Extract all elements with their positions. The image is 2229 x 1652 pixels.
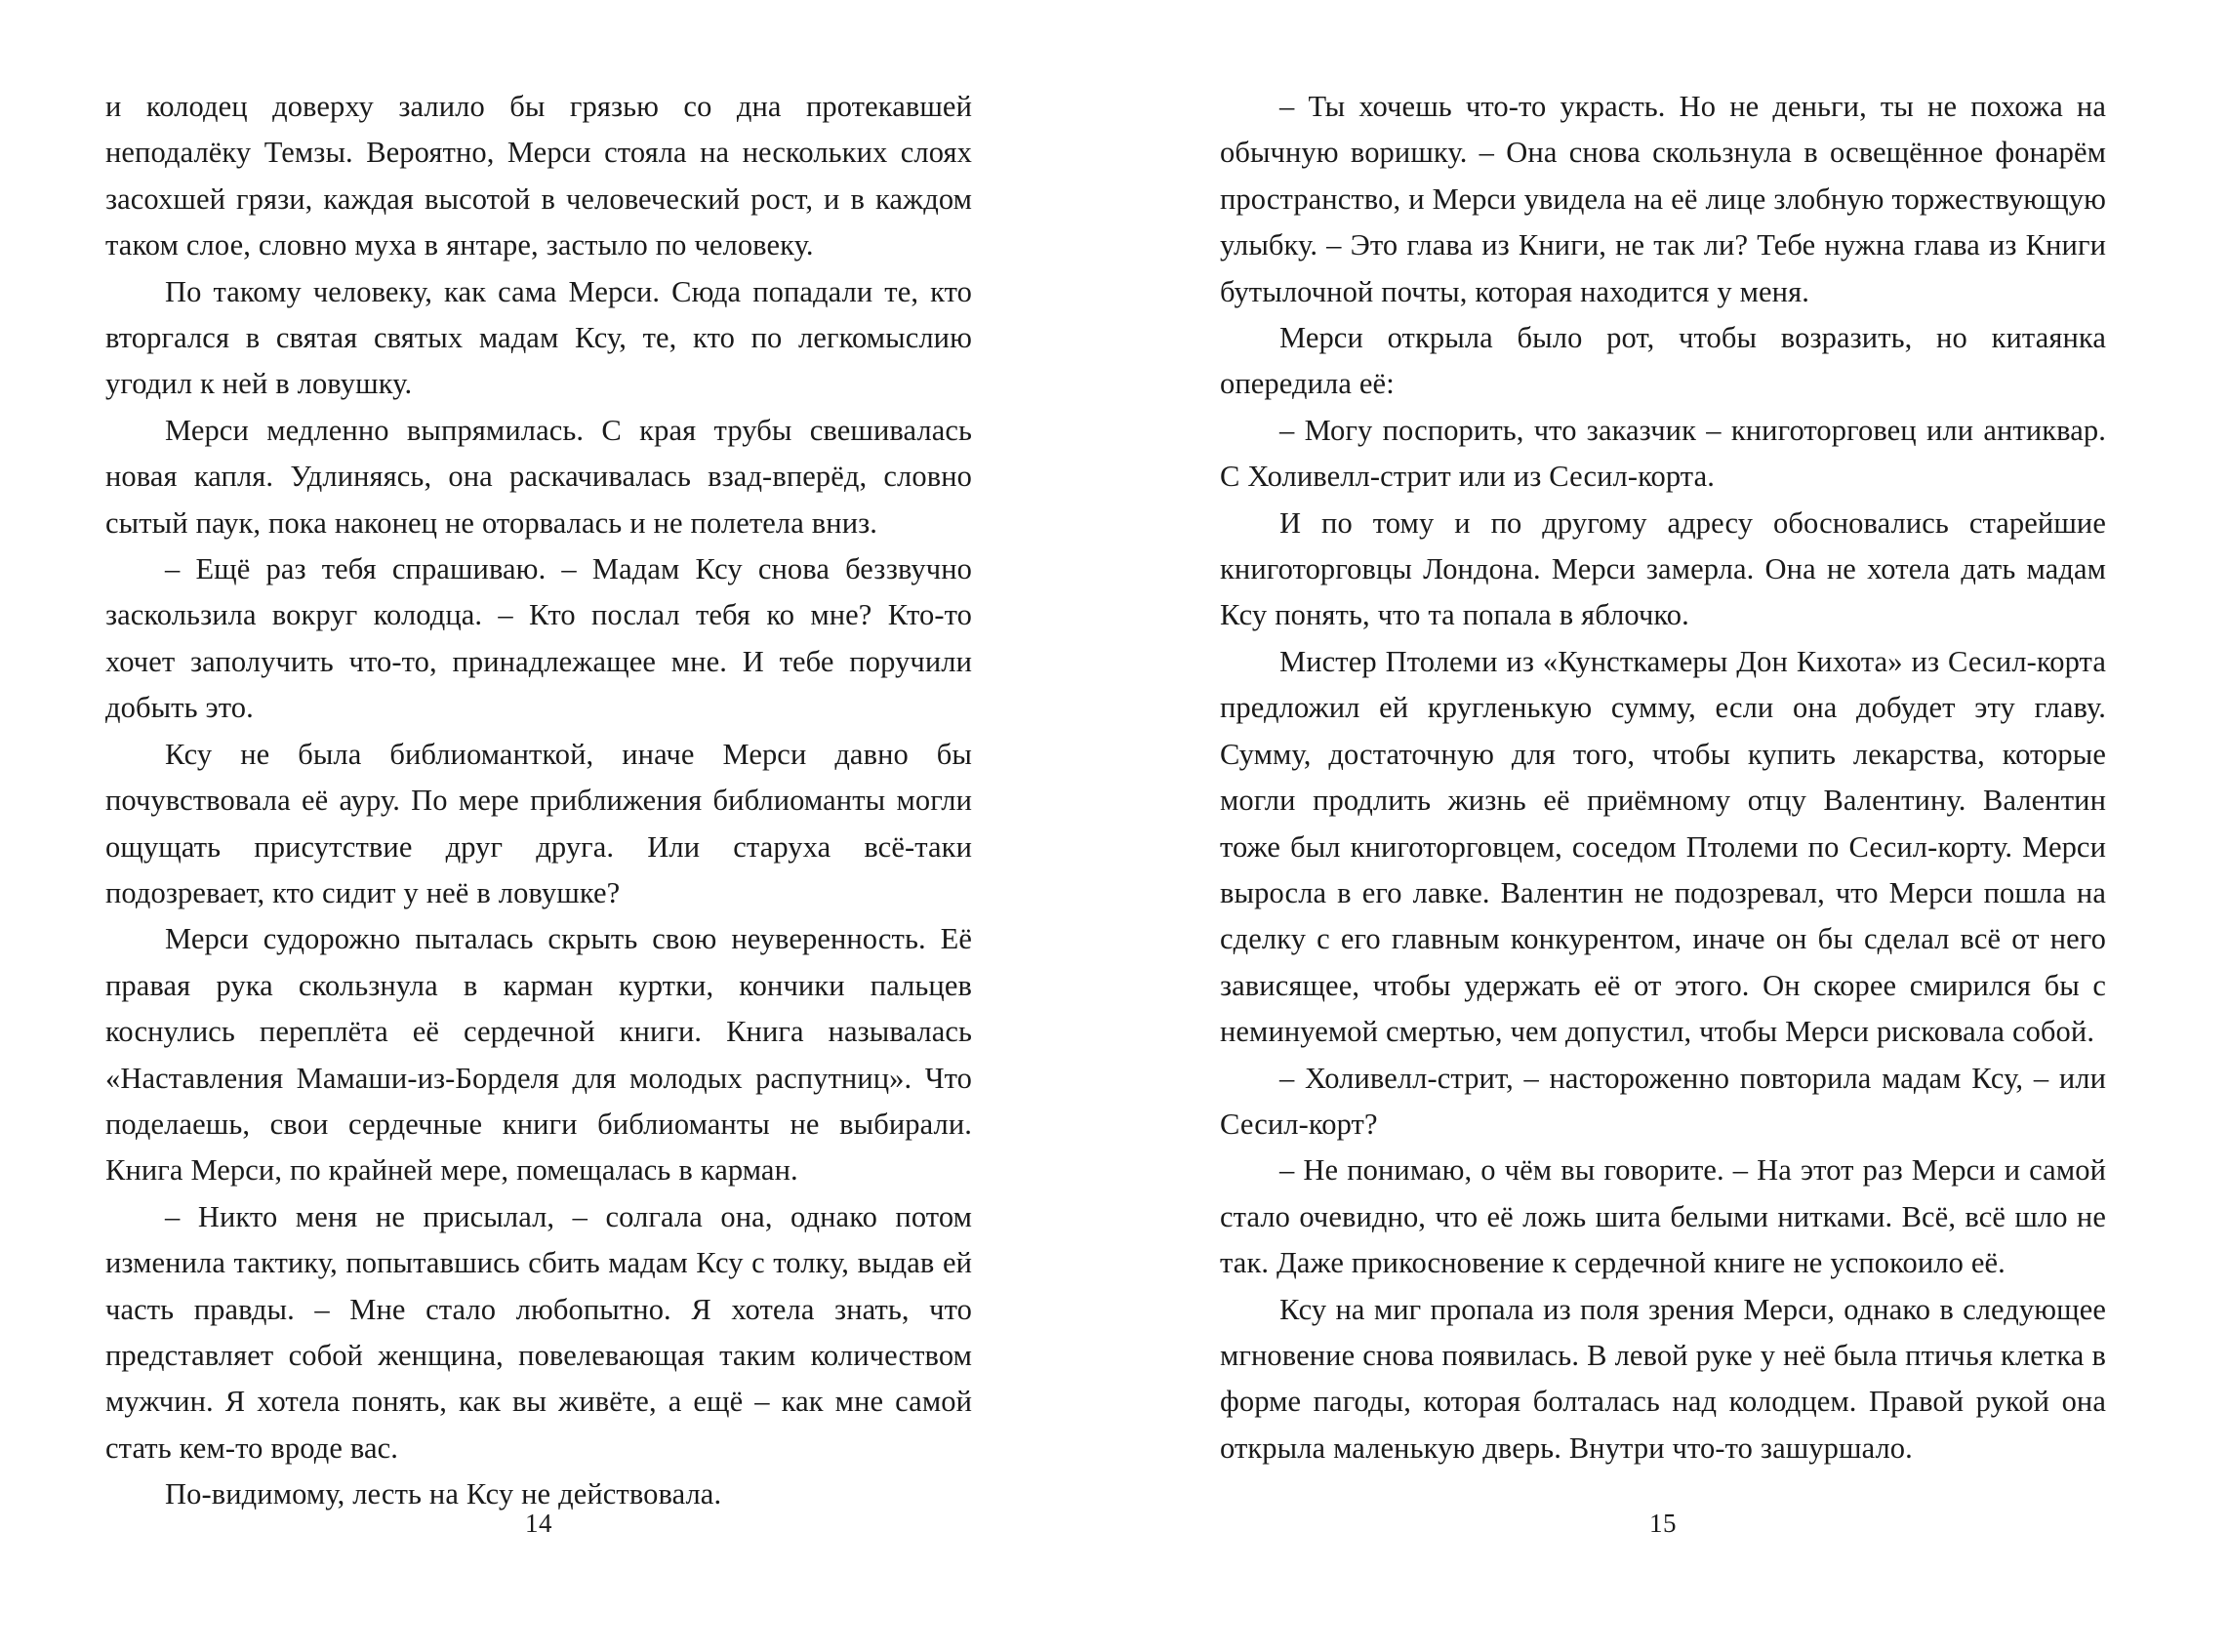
paragraph: – Холивелл-стрит, – настороженно повторила мадам Ксу, – или Сесил-корт? xyxy=(1220,1061,2106,1141)
paragraph: – Никто меня не присылал, – солгала она, однако потом изменила тактику, попытавшись сбить мадам Ксу с толку, выдав ей часть правды. – Мне стало любопытно. Я хотела знать, что представляет собой женщина, повелевающая таким количеством мужчин. Я хотела понять, как вы живёте, а ещё – как мне самой стать кем-то вроде вас. xyxy=(105,1199,972,1465)
paragraph: По-видимому, лесть на Ксу не действовала. xyxy=(165,1477,722,1511)
paragraph: По такому человеку, как сама Мерси. Сюда попадали те, кто вторгался в святая святых мадам Ксу, те, кто по легкомыслию угодил к ней в ловушку. xyxy=(105,274,972,401)
paragraph: – Ещё раз тебя спрашиваю. – Мадам Ксу снова беззвучно заскользила вокруг колодца. – Кто послал тебя ко мне? Кто-то хочет заполучить что-то, принадлежащее мне. И тебе поручили добыть это. xyxy=(105,552,972,725)
paragraph: – Могу поспорить, что заказчик – книготорговец или антиквар. С Холивелл-стрит или из Сесил-корта. xyxy=(1220,413,2106,494)
page-right-textblock xyxy=(1220,84,2106,1471)
paragraph: – Ты хочешь что-то украсть. Но не деньги, ты не похожа на обычную воришку. – Она снова скользнула в освещённое фонарём пространство, и Мерси увидела на её лице злобную торжествующую улыбку. – Это глава из Книги, не так ли? Тебе нужна глава из Книги бутылочной почты, которая находится у меня. xyxy=(1220,90,2106,308)
paragraph: Мерси медленно выпрямилась. С края трубы свешивалась новая капля. Удлиняясь, она раскачивалась взад-вперёд, словно сытый паук, пока наконец не оторвалась и не полетела вниз. xyxy=(105,413,972,540)
page-number-right: 15 xyxy=(1649,1509,1677,1538)
paragraph: И по тому и по другому адресу обосновались старейшие книготорговцы Лондона. Мерси замерла. Она не хотела дать мадам Ксу понять, что та попала в яблочко. xyxy=(1220,505,2106,632)
page-left xyxy=(0,0,1114,1652)
page-number-left: 14 xyxy=(525,1509,552,1538)
paragraph: Ксу на миг пропала из поля зрения Мерси, однако в следующее мгновение снова появилась. В левой руке у неё была птичья клетка в форме пагоды, которая болталась над колодцем. Правой рукой она открыла маленькую дверь. Внутри что-то зашуршало. xyxy=(1220,1292,2106,1465)
paragraph: и колодец доверху залило бы грязью со дна протекавшей неподалёку Темзы. Вероятно, Мерси стояла на нескольких слоях засохшей грязи, каждая высотой в человеческий рост, и в каждом таком слое, словно муха в янтаре, застыло по человеку. xyxy=(105,90,972,262)
page-left-textblock xyxy=(105,84,972,1518)
paragraph: Ксу не была библиоманткой, иначе Мерси давно бы почувствовала её ауру. По мере приближения библиоманты могли ощущать присутствие друг друга. Или старуха всё-таки подозревает, кто сидит у неё в ловушке? xyxy=(105,737,972,909)
page-right xyxy=(1114,0,2229,1652)
paragraph: – Не понимаю, о чём вы говорите. – На этот раз Мерси и самой стало очевидно, что её ложь шита белыми нитками. Всё, всё шло не так. Даже прикосновение к сердечной книге не успокоило её. xyxy=(1220,1153,2106,1280)
paragraph: Мистер Птолеми из «Кунсткамеры Дон Кихота» из Сесил-корта предложил ей кругленькую сумму, если она добудет эту главу. Сумму, достаточную для того, чтобы купить лекарства, которые могли продлить жизнь её приёмному отцу Валентину. Валентин тоже был книготорговцем, соседом Птолеми по Сесил-корту. Мерси выросла в его лавке. Валентин не подозревал, что Мерси пошла на сделку с его главным конкурентом, иначе он бы сделал всё от него зависящее, чтобы удержать её от этого. Он скорее смирился бы с неминуемой смертью, чем допустил, чтобы Мерси рисковала собой. xyxy=(1220,644,2106,1049)
paragraph: Мерси открыла было рот, чтобы возразить, но китаянка опередила её: xyxy=(1220,321,2106,401)
paragraph: Мерси судорожно пыталась скрыть свою неуверенность. Её правая рука скользнула в карман куртки, кончики пальцев коснулись переплёта её сердечной книги. Книга называлась «Наставления Мамаши-из-Борделя для молодых распутниц». Что поделаешь, свои сердечные книги библиоманты не выбирали. Книга Мерси, по крайней мере, помещалась в карман. xyxy=(105,922,972,1188)
